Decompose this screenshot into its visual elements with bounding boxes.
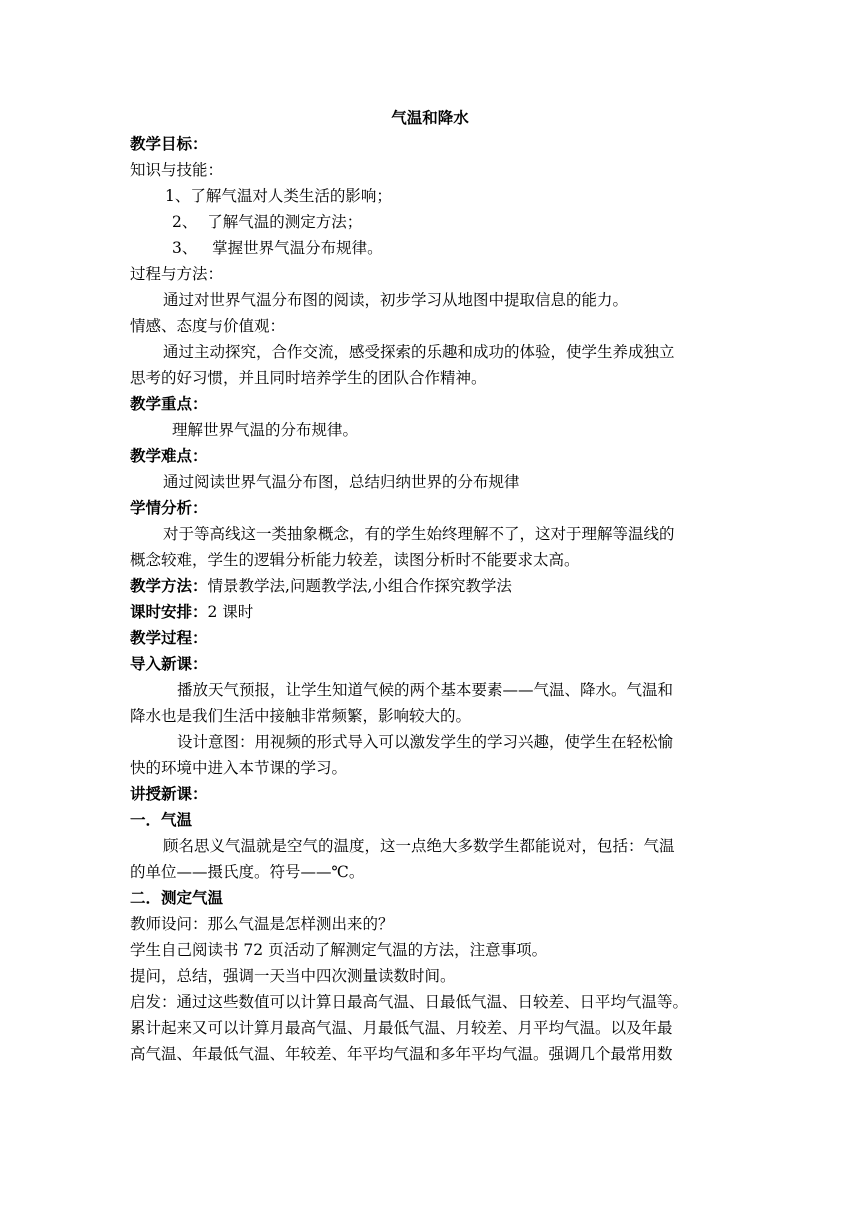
analysis-text-line: 概念较难，学生的逻辑分析能力较差，读图分析时不能要求太高。 xyxy=(130,551,580,569)
attitude-text-line: 思考的好习惯，并且同时培养学生的团队合作精神。 xyxy=(130,369,487,387)
new-lesson-heading: 讲授新课： xyxy=(130,785,208,803)
knowledge-item: 1、了解气温对人类生活的影响； xyxy=(165,187,392,205)
schedule-line xyxy=(130,602,253,622)
method-heading: 教学方法： xyxy=(130,577,208,595)
objectives-heading: 教学目标： xyxy=(130,135,208,153)
part2-text-line: 高气温、年最低气温、年较差、年平均气温和多年平均气温。强调几个最常用数 xyxy=(130,1045,673,1063)
knowledge-heading: 知识与技能： xyxy=(130,161,224,179)
document-title: 气温和降水 xyxy=(391,109,469,127)
method-text: 情景教学法,问题教学法,小组合作探究教学法 xyxy=(207,577,512,595)
intro-text-line: 降水也是我们生活中接触非常频繁，影响较大的。 xyxy=(130,707,472,725)
key-heading: 教学重点： xyxy=(130,395,208,413)
part2-text-line: 累计起来又可以计算月最高气温、月最低气温、月较差、月平均气温。以及年最 xyxy=(130,1019,673,1037)
key-text: 理解世界气温的分布规律。 xyxy=(172,421,359,439)
knowledge-item: 3、 掌握世界气温分布规律。 xyxy=(172,239,383,257)
method-line xyxy=(130,576,512,596)
intro-text-line: 设计意图：用视频的形式导入可以激发学生的学习兴趣，使学生在轻松愉 xyxy=(177,733,674,751)
part1-text-line: 的单位——摄氏度。符号——℃。 xyxy=(130,863,365,881)
intro-text-line: 播放天气预报，让学生知道气候的两个基本要素——气温、降水。气温和 xyxy=(177,681,674,699)
process-main-heading: 教学过程： xyxy=(130,629,208,647)
part2-heading: 二．测定气温 xyxy=(130,889,224,907)
part2-text-line: 启发：通过这些数值可以计算日最高气温、日最低气温、日较差、日平均气温等。 xyxy=(130,993,689,1011)
difficulty-text: 通过阅读世界气温分布图，总结归纳世界的分布规律 xyxy=(163,473,520,491)
process-heading: 过程与方法： xyxy=(130,265,224,283)
part1-text-line: 顾名思义气温就是空气的温度，这一点绝大多数学生都能说对，包括：气温 xyxy=(163,837,675,855)
knowledge-item: 2、 了解气温的测定方法； xyxy=(172,213,363,231)
part2-text-line: 教师设问：那么气温是怎样测出来的？ xyxy=(130,915,394,933)
intro-heading: 导入新课： xyxy=(130,655,208,673)
attitude-text-line: 通过主动探究，合作交流，感受探索的乐趣和成功的体验，使学生养成独立 xyxy=(163,343,675,361)
part2-text-line: 提问，总结，强调一天当中四次测量读数时间。 xyxy=(130,967,456,985)
part2-text-line: 学生自己阅读书 72 页活动了解测定气温的方法，注意事项。 xyxy=(130,941,548,959)
schedule-heading: 课时安排： xyxy=(130,603,208,621)
process-text: 通过对世界气温分布图的阅读，初步学习从地图中提取信息的能力。 xyxy=(163,291,629,309)
intro-text-line: 快的环境中进入本节课的学习。 xyxy=(130,759,348,777)
attitude-heading: 情感、态度与价值观： xyxy=(130,317,286,335)
analysis-text-line: 对于等高线这一类抽象概念，有的学生始终理解不了，这对于理解等温线的 xyxy=(163,525,675,543)
schedule-text: 2 课时 xyxy=(207,603,254,621)
analysis-heading: 学情分析： xyxy=(130,499,208,517)
part1-heading: 一．气温 xyxy=(130,811,193,829)
difficulty-heading: 教学难点： xyxy=(130,447,208,465)
